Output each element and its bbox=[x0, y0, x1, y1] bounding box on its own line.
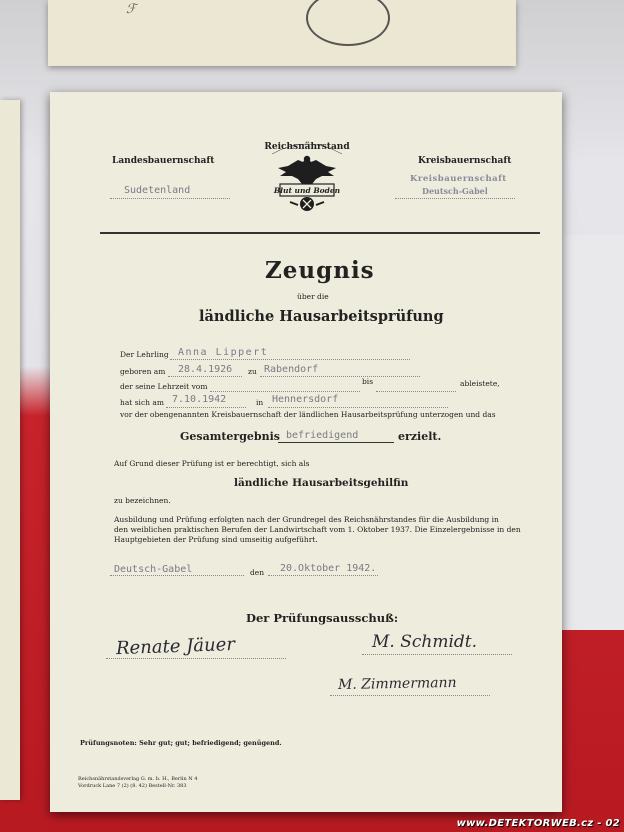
bis-line bbox=[376, 391, 456, 392]
zu-value: Rabendorf bbox=[264, 364, 319, 375]
signature-right-bottom: M. Zimmermann bbox=[337, 674, 457, 694]
zu-label: zu bbox=[248, 367, 257, 376]
lehrling-line bbox=[170, 359, 410, 360]
printer-line2: Vordruck Lane 7 (2) (8. 42) Bestell-Nr. 383 bbox=[78, 783, 187, 789]
vor-line: vor der obengenannten Kreisbauernschaft der ländlichen Hausarbeitsprüfung unterzogen und das bbox=[120, 410, 496, 419]
zu-bezeichnen: zu bezeichnen. bbox=[114, 496, 171, 505]
kreis-stamp-line2: Deutsch-Gabel bbox=[422, 186, 488, 196]
lehrzeit-label: der seine Lehrzeit vom bbox=[120, 382, 208, 391]
header-right-label: Kreisbauernschaft bbox=[418, 156, 512, 166]
reichsnaehrstand-emblem-icon bbox=[258, 132, 356, 216]
signature-right-top-line bbox=[362, 654, 512, 655]
paragraph-line: den weiblichen praktischen Berufen der Landwirtschaft vom 1. Oktober 1937. Die Einzelergebnisse in den bbox=[114, 525, 521, 534]
certificate-title: Zeugnis bbox=[265, 257, 375, 284]
bis-label: bis bbox=[362, 377, 374, 386]
header-right-line bbox=[395, 198, 515, 199]
printer-line1: Reichsnährstandsverlag G. m. b. H., Berlin N 4 bbox=[78, 776, 198, 782]
in-line bbox=[268, 407, 448, 408]
certificate-paper bbox=[50, 92, 562, 812]
background-document-left bbox=[0, 100, 20, 800]
gesamt-value: befriedigend bbox=[286, 430, 359, 441]
certificate-subtitle: ländliche Hausarbeitsprüfung bbox=[199, 308, 444, 325]
signature-left-line bbox=[106, 658, 286, 659]
signature-right-top: M. Schmidt. bbox=[372, 632, 478, 652]
berechtigt-line: Auf Grund dieser Prüfung ist er berechtigt, sich als bbox=[114, 459, 310, 468]
header-left-label: Landesbauernschaft bbox=[112, 156, 215, 166]
in-value: Hennersdorf bbox=[272, 394, 339, 405]
place-line bbox=[110, 575, 244, 576]
hat-value: 7.10.1942 bbox=[172, 394, 227, 405]
header-left-value: Sudetenland bbox=[124, 185, 191, 196]
lehrling-value: Anna Lippert bbox=[178, 347, 269, 358]
geboren-value: 28.4.1926 bbox=[178, 364, 233, 375]
hat-line bbox=[166, 407, 246, 408]
paragraph-line: Ausbildung und Prüfung erfolgten nach der Grundregel des Reichsnährstandes für die Ausbildung in bbox=[114, 515, 499, 524]
paragraph-line: Hauptgebieten der Prüfung sind umseitig aufgeführt. bbox=[114, 535, 318, 544]
watermark: www.DETEKTORWEB.cz - 02 bbox=[456, 818, 620, 829]
background-seal-icon bbox=[306, 0, 390, 46]
in-label: in bbox=[256, 398, 264, 407]
hat-label: hat sich am bbox=[120, 398, 164, 407]
header-divider bbox=[100, 232, 540, 234]
background-signature: ℱ bbox=[126, 2, 137, 17]
geboren-line bbox=[168, 376, 242, 377]
signature-right-bottom-line bbox=[330, 695, 490, 696]
ableistete-label: ableistete, bbox=[460, 379, 500, 388]
background-document-top bbox=[48, 0, 516, 66]
emblem-banner-text: Blut und Boden bbox=[273, 186, 341, 195]
lehrling-label: Der Lehrling bbox=[120, 350, 169, 359]
gesamt-label: Gesamtergebnis bbox=[180, 430, 280, 443]
place-value: Deutsch-Gabel bbox=[114, 564, 193, 575]
committee-heading: Der Prüfungsausschuß: bbox=[246, 611, 399, 625]
geboren-label: geboren am bbox=[120, 367, 166, 376]
gesamt-underline bbox=[278, 442, 394, 443]
date-value: 20.Oktober 1942. bbox=[280, 563, 377, 574]
gesamt-suffix: erzielt. bbox=[398, 430, 442, 443]
zu-line bbox=[260, 376, 420, 377]
header-left-line bbox=[110, 198, 230, 199]
kreis-stamp-line1: Kreisbauernschaft bbox=[410, 174, 507, 184]
den-label: den bbox=[250, 568, 265, 577]
over-text: über die bbox=[297, 292, 329, 301]
grades-note: Prüfungsnoten: Sehr gut; gut; befriedigend; genügend. bbox=[80, 739, 282, 747]
berufstitel: ländliche Hausarbeitsgehilfin bbox=[234, 477, 409, 489]
date-line bbox=[268, 575, 378, 576]
signature-left: Renate Jäuer bbox=[115, 633, 236, 660]
emblem-top-text: Reichsnährstand bbox=[264, 142, 350, 152]
lehrzeit-line bbox=[210, 391, 360, 392]
